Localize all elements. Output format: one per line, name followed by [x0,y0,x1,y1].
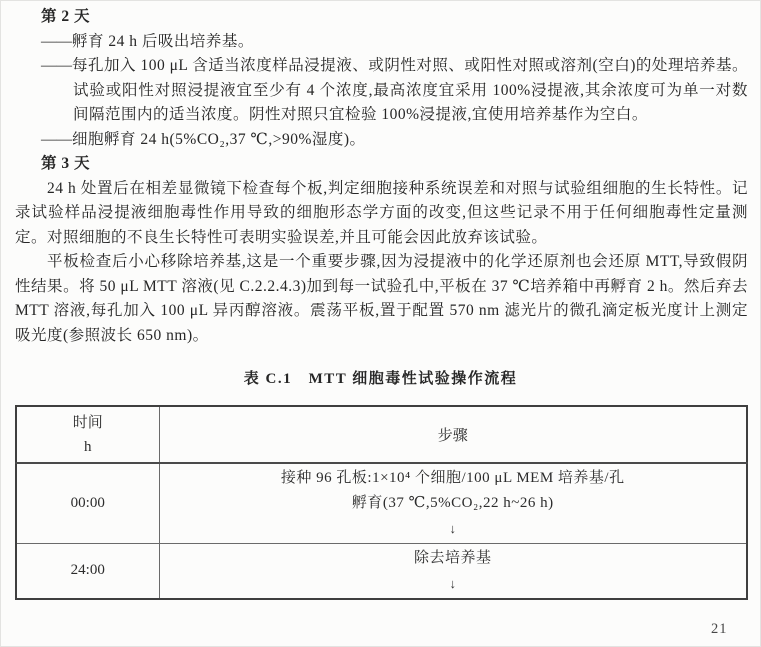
body-text [15,5,748,348]
time-cell: 24:00 [16,543,159,599]
day3-paragraph-2: 平板检查后小心移除培养基,这是一个重要步骤,因为浸提液中的化学还原剂也会还原 MTT,导致假阴性结果。将 50 μL MTT 溶液(见 C.2.2.4.3)加到每一试验孔中,平板在 37 ℃培养箱中再孵育 2 h。然后弃去 MTT 溶液,每孔加入 100 μL 异丙醇溶液。震荡平板,置于配置 570 nm 滤光片的微孔滴定板光度计上测定吸光度(参照波长 650 nm)。 [15,253,748,344]
steps-header-label: 步骤 [437,428,468,444]
dash-marker: —— [41,130,72,148]
down-arrow-icon: ↓ [449,520,456,536]
page-number: 21 [711,621,728,637]
table-row [16,543,747,599]
dash-marker: —— [41,32,72,50]
day2-item-3-text: 细胞孵育 24 h(5%CO₂,37 ℃,>90%湿度)。 [72,130,366,148]
day2-item-1-text: 孵育 24 h 后吸出培养基。 [72,32,254,50]
time-header-unit: h [84,438,92,455]
time-cell: 00:00 [16,463,159,543]
step-text: 除去培养基 [413,549,492,566]
step-text: 孵育(37 ℃,5%CO₂,22 h~26 h) [351,494,554,511]
table-title: 表 C.1 MTT 细胞毒性试验操作流程 [243,371,518,387]
down-arrow-icon: ↓ [449,575,456,591]
time-header-cell [16,406,159,463]
day2-item-1 [41,30,748,55]
day3-heading: 第 3 天 [41,155,91,172]
steps-cell [159,463,747,543]
day2-item-3 [41,128,748,153]
day2-item-2-text: 每孔加入 100 μL 含适当浓度样品浸提液、或阴性对照、或阳性对照或溶剂(空白)的处理培养基。试验或阳性对照浸提液宜至少有 4 个浓度,最高浓度宜采用 100%浸提液,其余浓度可为单一对数间隔范围内的适当浓度。阴性对照只宜检验 100%浸提液,宜使用培养基作为空白。 [72,57,748,123]
procedure-table [15,405,748,600]
time-header-label: 时间 [72,414,103,431]
table-row [16,463,747,543]
step-text: 接种 96 孔板:1×10⁴ 个细胞/100 μL MEM 培养基/孔 [280,469,625,486]
steps-cell [159,543,747,599]
day3-paragraph-1: 24 h 处置后在相差显微镜下检查每个板,判定细胞接种系统误差和对照与试验组细胞的生长特性。记录试验样品浸提液细胞毒性作用导致的细胞形态学方面的改变,但这些记录不用于任何细胞毒性定量测定。对照细胞的不良生长特性可表明实验误差,并且可能会因此放弃该试验。 [15,179,748,246]
dash-marker: —— [41,57,72,74]
day2-heading: 第 2 天 [41,8,91,25]
table-header-row [16,406,747,463]
day2-item-2 [41,54,748,128]
steps-header-cell [159,406,747,463]
